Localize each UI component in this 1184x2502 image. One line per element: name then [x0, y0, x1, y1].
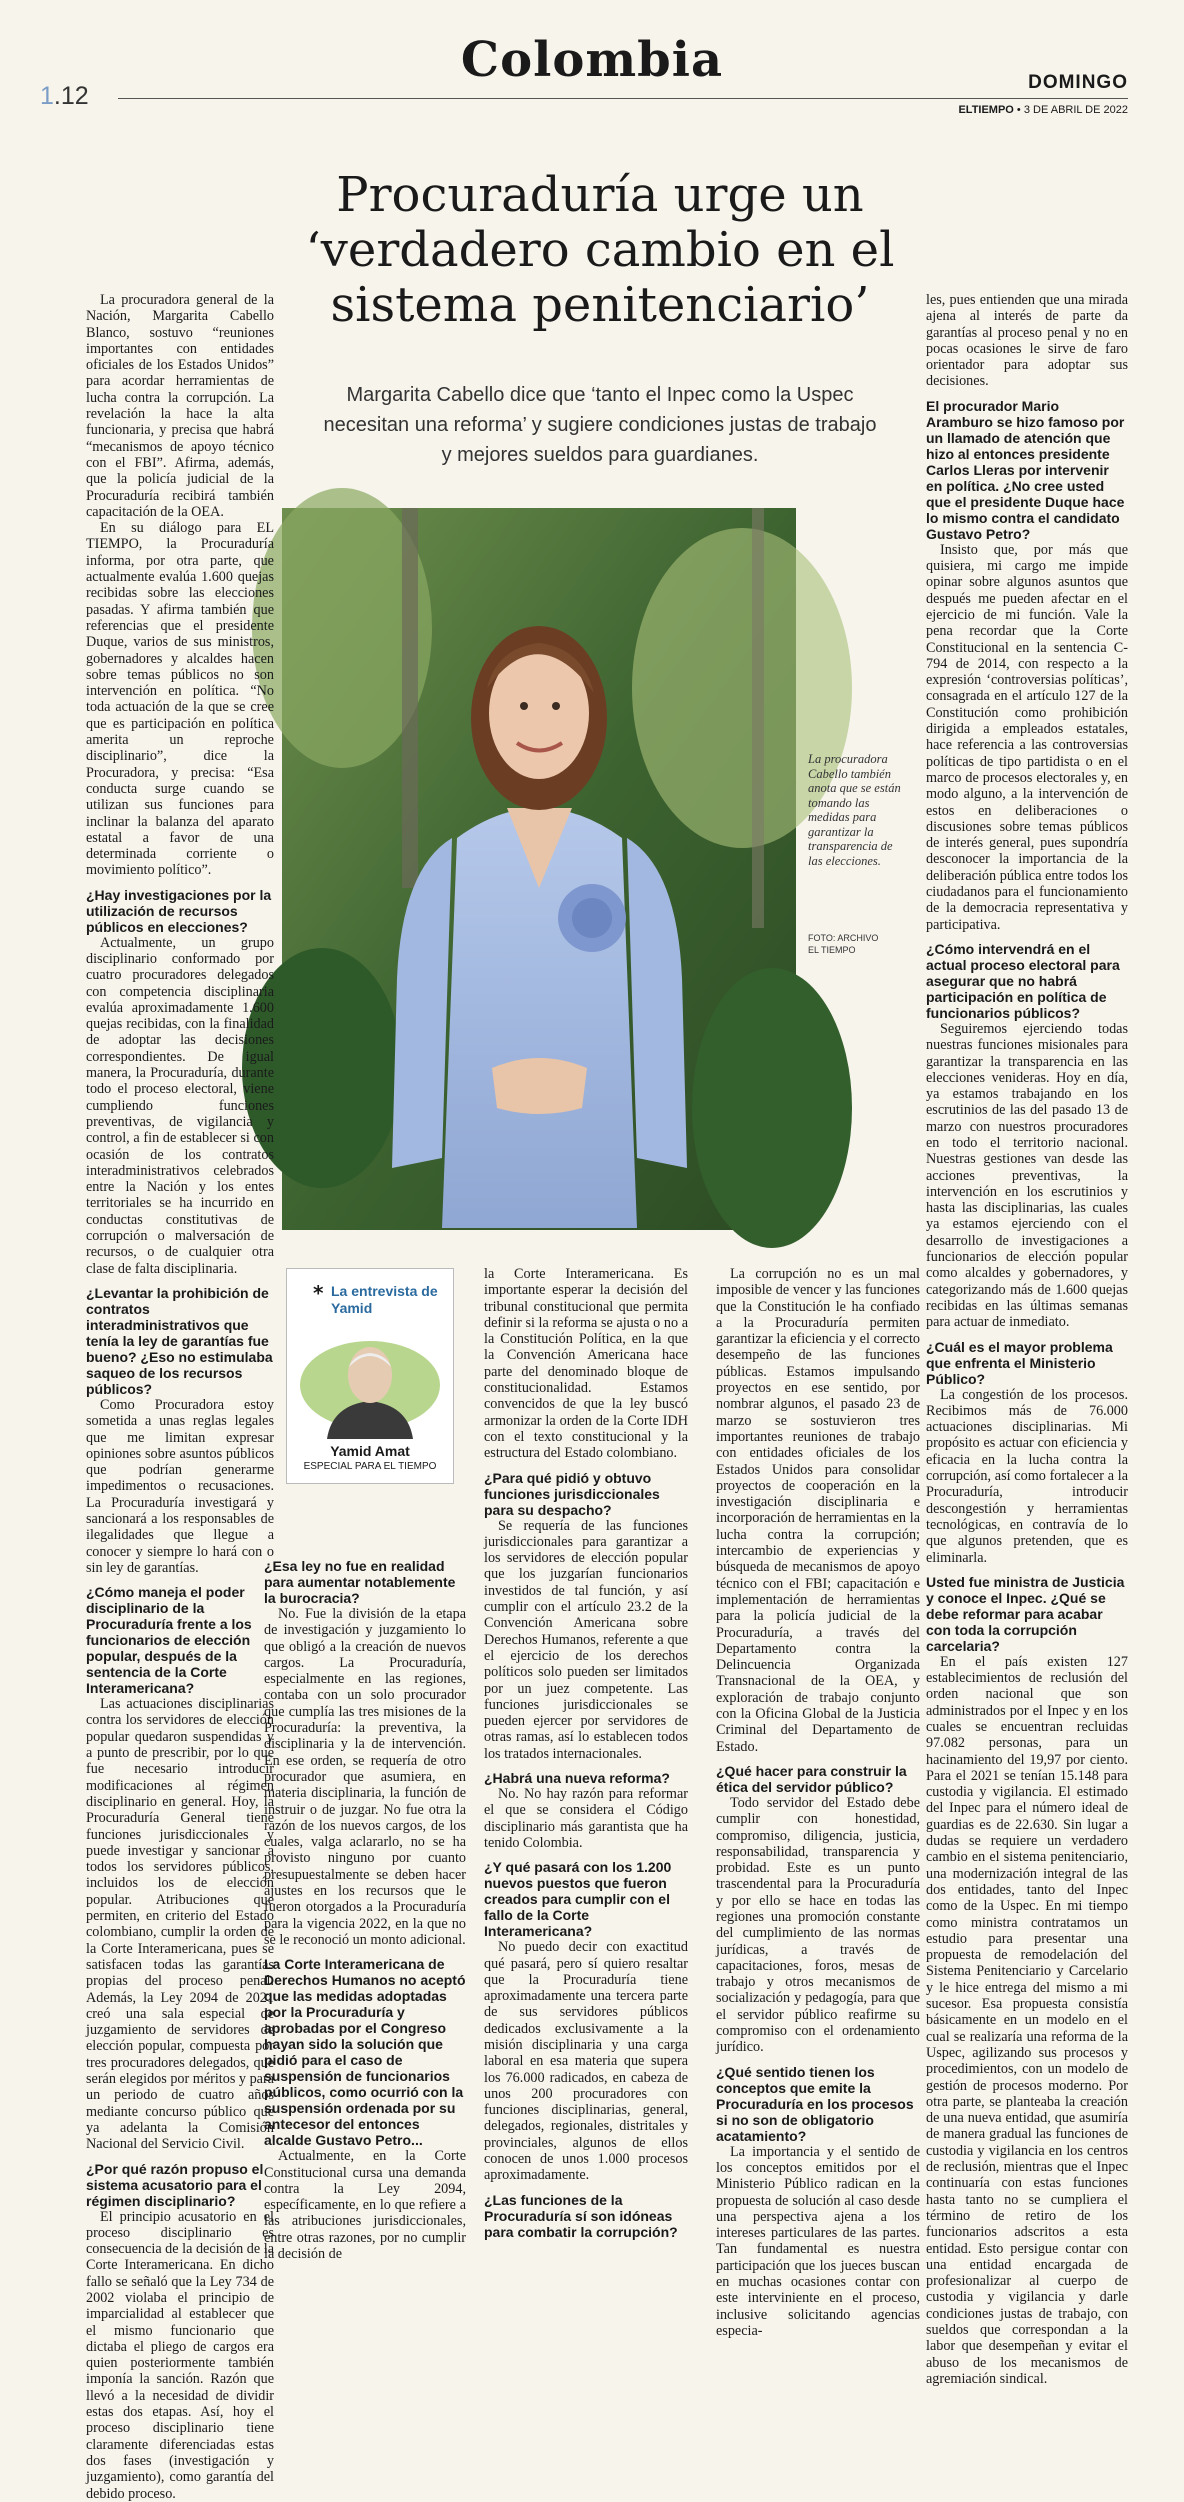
body-paragraph: Todo servidor del Estado debe cumplir con honestidad, compromiso, diligencia, justicia, responsabilidad, transparencia y probidad. Este es un punto trascendental para la Procuraduría y por ello se hace en todas las regiones una promoción constante del cumplimiento de las normas jurídicas, a través de capacitaciones, foros, mesas de trabajo y otros mecanismos de socialización y pedagogía, para que el servidor público reafirme su compromiso con el ordenamiento jurídico. — [716, 1794, 920, 2056]
author-role: ESPECIAL PARA EL TIEMPO — [303, 1461, 437, 1472]
page-number-suffix: .12 — [53, 82, 89, 110]
photo-credit — [808, 932, 878, 956]
interview-question: ¿Las funciones de la Procuraduría sí son idóneas para combatir la corrupción? — [484, 2191, 678, 2240]
photo-credit-line-2: EL TIEMPO — [808, 945, 856, 955]
interview-question: ¿Para qué pidió y obtuvo funciones jurisdiccionales para su despacho? — [484, 1469, 660, 1518]
body-paragraph: En su diálogo para EL TIEMPO, la Procuraduría informa, por otra parte, que actualmente evalúa 1.600 quejas recibidas sobre las elecciones pasadas. Y afirma también que referencias que el presidente Duque, varios de sus ministros, gobernadores y alcaldes hacen sobre temas públicos no son intervención en política. “No toda actuación de la que se cree que es participación en política amerita un reproche disciplinario”, dice la Procuradora, y precisa: “Esa conducta surge cuando se utilizan sus funciones para inclinar la balanza del aparato estatal a favor de una determinada corriente o movimiento político”. — [86, 520, 274, 879]
publication-date — [958, 104, 1128, 116]
page-number-prefix: 1 — [40, 82, 54, 110]
publication-name: ELTIEMPO — [958, 104, 1014, 116]
portrait-photo — [282, 508, 796, 1230]
section-title: Colombia — [460, 32, 724, 88]
asterisk-icon: * — [313, 1281, 324, 1305]
interview-question: ¿Esa ley no fue en realidad para aumentar notablemente la burocracia? — [264, 1558, 456, 1606]
body-paragraph: El principio acusatorio en el proceso disciplinario es consecuencia de la decisión de la Corte Interamericana. En dicho fallo se señaló que la Ley 734 de 2002 violaba el principio de imparcialidad al establecer que el mismo funcionario que dictaba el pliego de cargos era quien posteriormente también imponía la sanción. Razón que llevó a la necesidad de dividir estas dos etapas. Así, hoy el proceso disciplinario tiene claramente diferenciadas estas dos fases (investigación y juzgamiento), como garantía del debido proceso. — [86, 2208, 274, 2502]
interview-question: El procurador Mario Aramburo se hizo famoso por un llamado de atención que hizo al entonces presidente Carlos Lleras por intervenir en política. ¿No cree usted que el presidente Duque hace lo mismo contra el candidato Gustavo Petro? — [926, 397, 1125, 542]
text-column-2 — [264, 1550, 466, 2263]
body-paragraph: Actualmente, en la Corte Constitucional cursa una demanda contra la Ley 2094, específicamente, en lo que refiere a las atribuciones jurisdiccionales, entre otras razones, por no cumplir la decisión de — [264, 2148, 466, 2263]
body-paragraph: No. Fue la división de la etapa de investigación y juzgamiento lo que obligó a la creación de nuevos cargos. La Procuraduría, especialmente en las regiones, contaba con un solo procurador que cumplía las tres misiones de la Procuraduría: la preventiva, la disciplinaria y la de intervención. En ese orden, se requería de otro procurador que asumiera, en materia disciplinaria, la función de instruir o de juzgar. No fue otra la razón de los nuevos cargos, de los cuales, valga aclararlo, no se ha provisto ninguno por cuanto presupuestalmente se deben hacer ajustes en los recursos que le fueron otorgados a la Procuraduría para la vigencia 2022, en la que no se le reconoció un monto adicional. — [264, 1606, 466, 1948]
interview-question: ¿Qué hacer para construir la ética del servidor público? — [716, 1762, 907, 1795]
body-paragraph: les, pues entienden que una mirada ajena al interés de parte da garantías al proceso penal y no en pocas ocasiones le sirve de faro orientador para adoptar sus decisiones. — [926, 292, 1128, 390]
body-paragraph: No puedo decir con exactitud qué pasará, pero sí quiero resaltar que la Procuraduría tiene aproximadamente una tercera parte de sus servidores públicos dedicados exclusivamente a la misión disciplinaria y una carga laboral en esa materia que supera los 76.000 radicados, en cabeza de unos 200 procuradores con funciones disciplinarias, general, delegados, regionales, distritales y provinciales, algunos de ellos conocen de unos 1.000 procesos aproximadamente. — [484, 1939, 688, 2184]
author-name: Yamid Amat — [330, 1443, 410, 1459]
text-column-3 — [484, 1266, 688, 2240]
interview-question: ¿Hay investigaciones por la utilización de recursos públicos en elecciones? — [86, 886, 272, 935]
header-divider — [118, 98, 1128, 99]
interview-question: ¿Habrá una nueva reforma? — [484, 1770, 670, 1787]
interview-label: La entrevista de Yamid — [331, 1283, 438, 1316]
interview-box — [286, 1268, 454, 1484]
date-label: • 3 DE ABRIL DE 2022 — [1013, 104, 1128, 116]
body-paragraph: La importancia y el sentido de los conceptos emitidos por el Ministerio Público radican en la propuesta de solución al caso desde una perspectiva ajena a los intereses particulares de las partes. Tan fundamental es nuestra participación que los jueces buscan en muchas ocasiones contar con este interviniente en el proceso, inclusive solicitando agencias especia- — [716, 2143, 920, 2339]
text-column-1 — [86, 292, 274, 2502]
interview-question: ¿Cómo maneja el poder disciplinario de la Procuraduría frente a los funcionarios de elección popular, después de la sentencia de la Corte Interamericana? — [86, 1584, 252, 1697]
body-paragraph: Seguiremos ejerciendo todas nuestras funciones misionales para garantizar la transparencia en las elecciones venideras. Hoy en día, ya estamos trabajando en los escrutinios de las del pasado 13 de marzo con nuestros procuradores en todo el territorio nacional. Nuestras gestiones van desde las acciones preventivas, la intervención en los escrutinios y hasta las disciplinarias, las cuales ya estamos ejerciendo con el desarrollo de investigaciones a funcionarios de elección popular como alcaldes y gobernadores, y categorizando más de 1.600 quejas recibidas en las últimas semanas para actuar de inmediato. — [926, 1020, 1128, 1331]
interview-question: ¿Levantar la prohibición de contratos interadministrativos que tenía la ley de garantías fue bueno? ¿Eso no estimulaba saqueo de los recursos públicos? — [86, 1284, 273, 1397]
author-portrait — [297, 1327, 443, 1439]
body-paragraph: Se requería de las funciones jurisdiccionales para garantizar a los servidores de elección popular que los juzgarían funcionarios investidos de tal función, y así cumplir con el artículo 23.2 de la Convención Americana sobre Derechos Humanos, referente a que el ejercicio de los derechos políticos solo pueden ser limitados por un juez competente. Las funciones jurisdiccionales se pueden ejercer por servidores de otras ramas, así lo establecen todos los tratados internacionales. — [484, 1517, 688, 1762]
body-paragraph: La procuradora general de la Nación, Margarita Cabello Blanco, sostuvo “reuniones importantes con entidades oficiales de los Estados Unidos” para acordar herramientas de lucha contra la corrupción. La revelación la hace la alta funcionaria, y precisa que habrá “mecanismos de apoyo técnico con el FBI”. Afirma, además, que la policía judicial de la Procuraduría recibirá también capacitación de la OEA. — [86, 292, 274, 520]
text-column-5 — [926, 292, 1128, 2387]
interview-question: Usted fue ministra de Justicia y conoce el Inpec. ¿Qué se debe reformar para acabar con toda la corrupción carcelaria? — [926, 1573, 1125, 1654]
body-paragraph: Como Procuradora estoy sometida a unas reglas legales que me limitan expresar opiniones sobre asuntos públicos que podrían generarme impedimentos o recusaciones. La Procuraduría investigará y sancionará a los responsables de ilegalidades que llegue a conocer y siempre lo hará con o sin ley de garantías. — [86, 1396, 274, 1576]
interview-question: ¿Por qué razón propuso el sistema acusatorio para el régimen disciplinario? — [86, 2160, 264, 2209]
interview-question: La Corte Interamericana de Derechos Humanos no aceptó que las medidas adoptadas por la Procuraduría y aprobadas por el Congreso hayan sido la solución que pidió para el caso de suspensión de funcionarios públicos, como ocurrió con la suspensión ordenada por su antecesor del entonces alcalde Gustavo Petro... — [264, 1956, 466, 2149]
photo-caption: La procuradora Cabello también anota que se están tomando las medidas para garantizar la transparencia de las elecciones. — [808, 752, 901, 868]
body-paragraph: Actualmente, un grupo disciplinario conformado por cuatro procuradores delegados con competencia disciplinaria evalúa aproximadamente 1.600 quejas recibidas, con la finalidad de adoptar las decisiones correspondientes. De igual manera, la Procuraduría, durante todo el proceso electoral, viene cumpliendo funciones preventivas, de vigilancia y control, a fin de establecer si con ocasión de los contratos interadministrativos celebrados entre la Nación y los entes territoriales se ha incurrido en conductas constitutivas de corrupción o malversación de recursos, o de cualquier otra clase de falta disciplinaria. — [86, 934, 274, 1277]
page-number — [40, 82, 89, 111]
body-paragraph: La corrupción no es un mal imposible de vencer y las funciones que la Constitución le ha confiado a la Procuraduría permiten garantizar la eficiencia y el correcto desempeño de las funciones públicas. Estamos impulsando proyectos en ese sentido, por nombrar algunos, el pasado 23 de marzo se sostuvieron tres importantes reuniones de trabajo con entidades oficiales de los Estados Unidos para consolidar proyectos de cooperación en la investigación disciplinaria e incorporación de herramientas en la lucha contra la corrupción; intercambio de experiencias y búsqueda de mecanismos de apoyo técnico con el FBI; capacitación e implementación de herramientas para la policía judicial de la Procuraduría, a través del Departamento contra la Delincuencia Organizada Transnacional de la OEA, y exploración de trabajo conjunto con la Oficina Global de la Justicia Criminal del Departamento de Estado. — [716, 1266, 920, 1755]
interview-question: ¿Y qué pasará con los 1.200 nuevos puestos que fueron creados para cumplir con el fallo de la Corte Interamericana? — [484, 1859, 672, 1940]
body-paragraph: la Corte Interamericana. Es importante esperar la decisión del tribunal constitucional que permita definir si la reforma se ajusta o no a la Constitución Política, en la que la Convención Americana hace parte del denominado bloque de constitucionalidad. Estamos convencidos de que la ley buscó armonizar la orden de la Corte IDH con el texto constitucional y la estructura del Estado colombiano. — [484, 1266, 688, 1462]
text-column-4 — [716, 1266, 920, 2339]
body-paragraph: La congestión de los procesos. Recibimos más de 76.000 actuaciones disciplinarias. Mi propósito es actuar con eficiencia y eficacia en la lucha contra la corrupción, así como fortalecer a la Procuraduría, introducir descongestión y herramientas tecnológicas, en contravía de lo que algunos pretenden, que es eliminarla. — [926, 1386, 1128, 1566]
headline: Procuraduría urge un ‘verdadero cambio en el sistema penitenciario’ — [305, 167, 895, 333]
interview-question: ¿Qué sentido tienen los conceptos que emite la Procuraduría en los procesos si no son de obligatorio acatamiento? — [716, 2063, 914, 2144]
deck: Margarita Cabello dice que ‘tanto el Inpec como la Uspec necesitan una reforma’ y sugiere condiciones justas de trabajo y mejores sueldos para guardianes. — [323, 384, 877, 466]
photo-credit-line-1: FOTO: ARCHIVO — [808, 933, 879, 943]
body-paragraph: Insisto que, por más que quisiera, mi cargo me impide opinar sobre algunos asuntos que después me pueden afectar en el ejercicio de mi función. Vale la pena recordar que la Corte Constitucional en la sentencia C-794 de 2014, con respecto a la expresión ‘controversias políticas’, consagrada en el artículo 127 de la Constitución como prohibición dirigida a empleados estatales, hace referencia a las controversias políticas de tipo partidista o en el marco de procesos electorales y, en modo alguno, a la intervención de estos en deliberaciones o discusiones sobre temas públicos de interés general, pues supondría desconocer la importancia de la deliberación pública entre todos los ciudadanos para el funcionamiento de la democracia representativa y participativa. — [926, 541, 1128, 933]
body-paragraph: En el país existen 127 establecimientos de reclusión del orden nacional que son administrados por el Inpec y en los cuales se encuentran recluidas 97.082 personas, para un hacinamiento del 19,97 por ciento. Para el 2021 se tenían 15.148 para custodia y vigilancia. El estimado del Inpec para el número ideal de guardias es de 22.630. Sin lugar a dudas se requiere un verdadero cambio en el sistema penitenciario, una modernización integral de las dos entidades, tanto del Inpec como de la Uspec. En mi tiempo como ministra contratamos un estudio para presentar una propuesta de remodelación del Sistema Penitenciario y Carcelario y le hice entrega del mismo a mi sucesor. Esa propuesta consistía básicamente en un modelo en el cual se realizaría una reforma de la Uspec, agilizando sus procesos y procedimientos, con un modelo de gestión de procesos moderno. Por otra parte, se planteaba la creación de una nueva entidad, que asumiría de manera gradual las funciones de custodia y vigilancia en los centros de reclusión, mientras que el Inpec continuaría con estas funciones hasta tanto no se cumpliera el término de retiro de los funcionarios adscritos a esta entidad. Esto persigue contar con una entidad encargada de profesionalizar al cuerpo de custodia y vigilancia y darle condiciones justas de trabajo, con sueldos que correspondan a la labor que desempeñan y evitar el abuso de los mecanismos de agremiación sindical. — [926, 1653, 1128, 2387]
body-paragraph: No. No hay razón para reformar el que se considera el Código disciplinario más garantista que ha tenido Colombia. — [484, 1786, 688, 1851]
interview-question: ¿Cuál es el mayor problema que enfrenta el Ministerio Público? — [926, 1338, 1113, 1387]
day-label: DOMINGO — [1028, 72, 1128, 93]
body-paragraph: Las actuaciones disciplinarias contra los servidores de elección popular quedaron suspendidas y a punto de prescribir, por lo que fue necesario introducir modificaciones al régimen disciplinario en general. Hoy, la Procuraduría General tiene funciones jurisdiccionales y puede investigar y sancionar a todos los servidores públicos, incluidos los de elección popular. Atribuciones que permiten, en criterio del Estado colombiano, cumplir la orden de la Corte Interamericana, pues se satisfacen todas las garantías propias del proceso penal. Además, la Ley 2094 de 2021 creó una sala especial de juzgamiento de servidores de elección popular, compuesta por tres procuradores delegados, que serán elegidos por méritos y para un periodo de cuatro años mediante concurso público que ya adelanta la Comisión Nacional del Servicio Civil. — [86, 1696, 274, 2153]
interview-question: ¿Cómo intervendrá en el actual proceso electoral para asegurar que no habrá participación en política de funcionarios públicos? — [926, 940, 1120, 1021]
